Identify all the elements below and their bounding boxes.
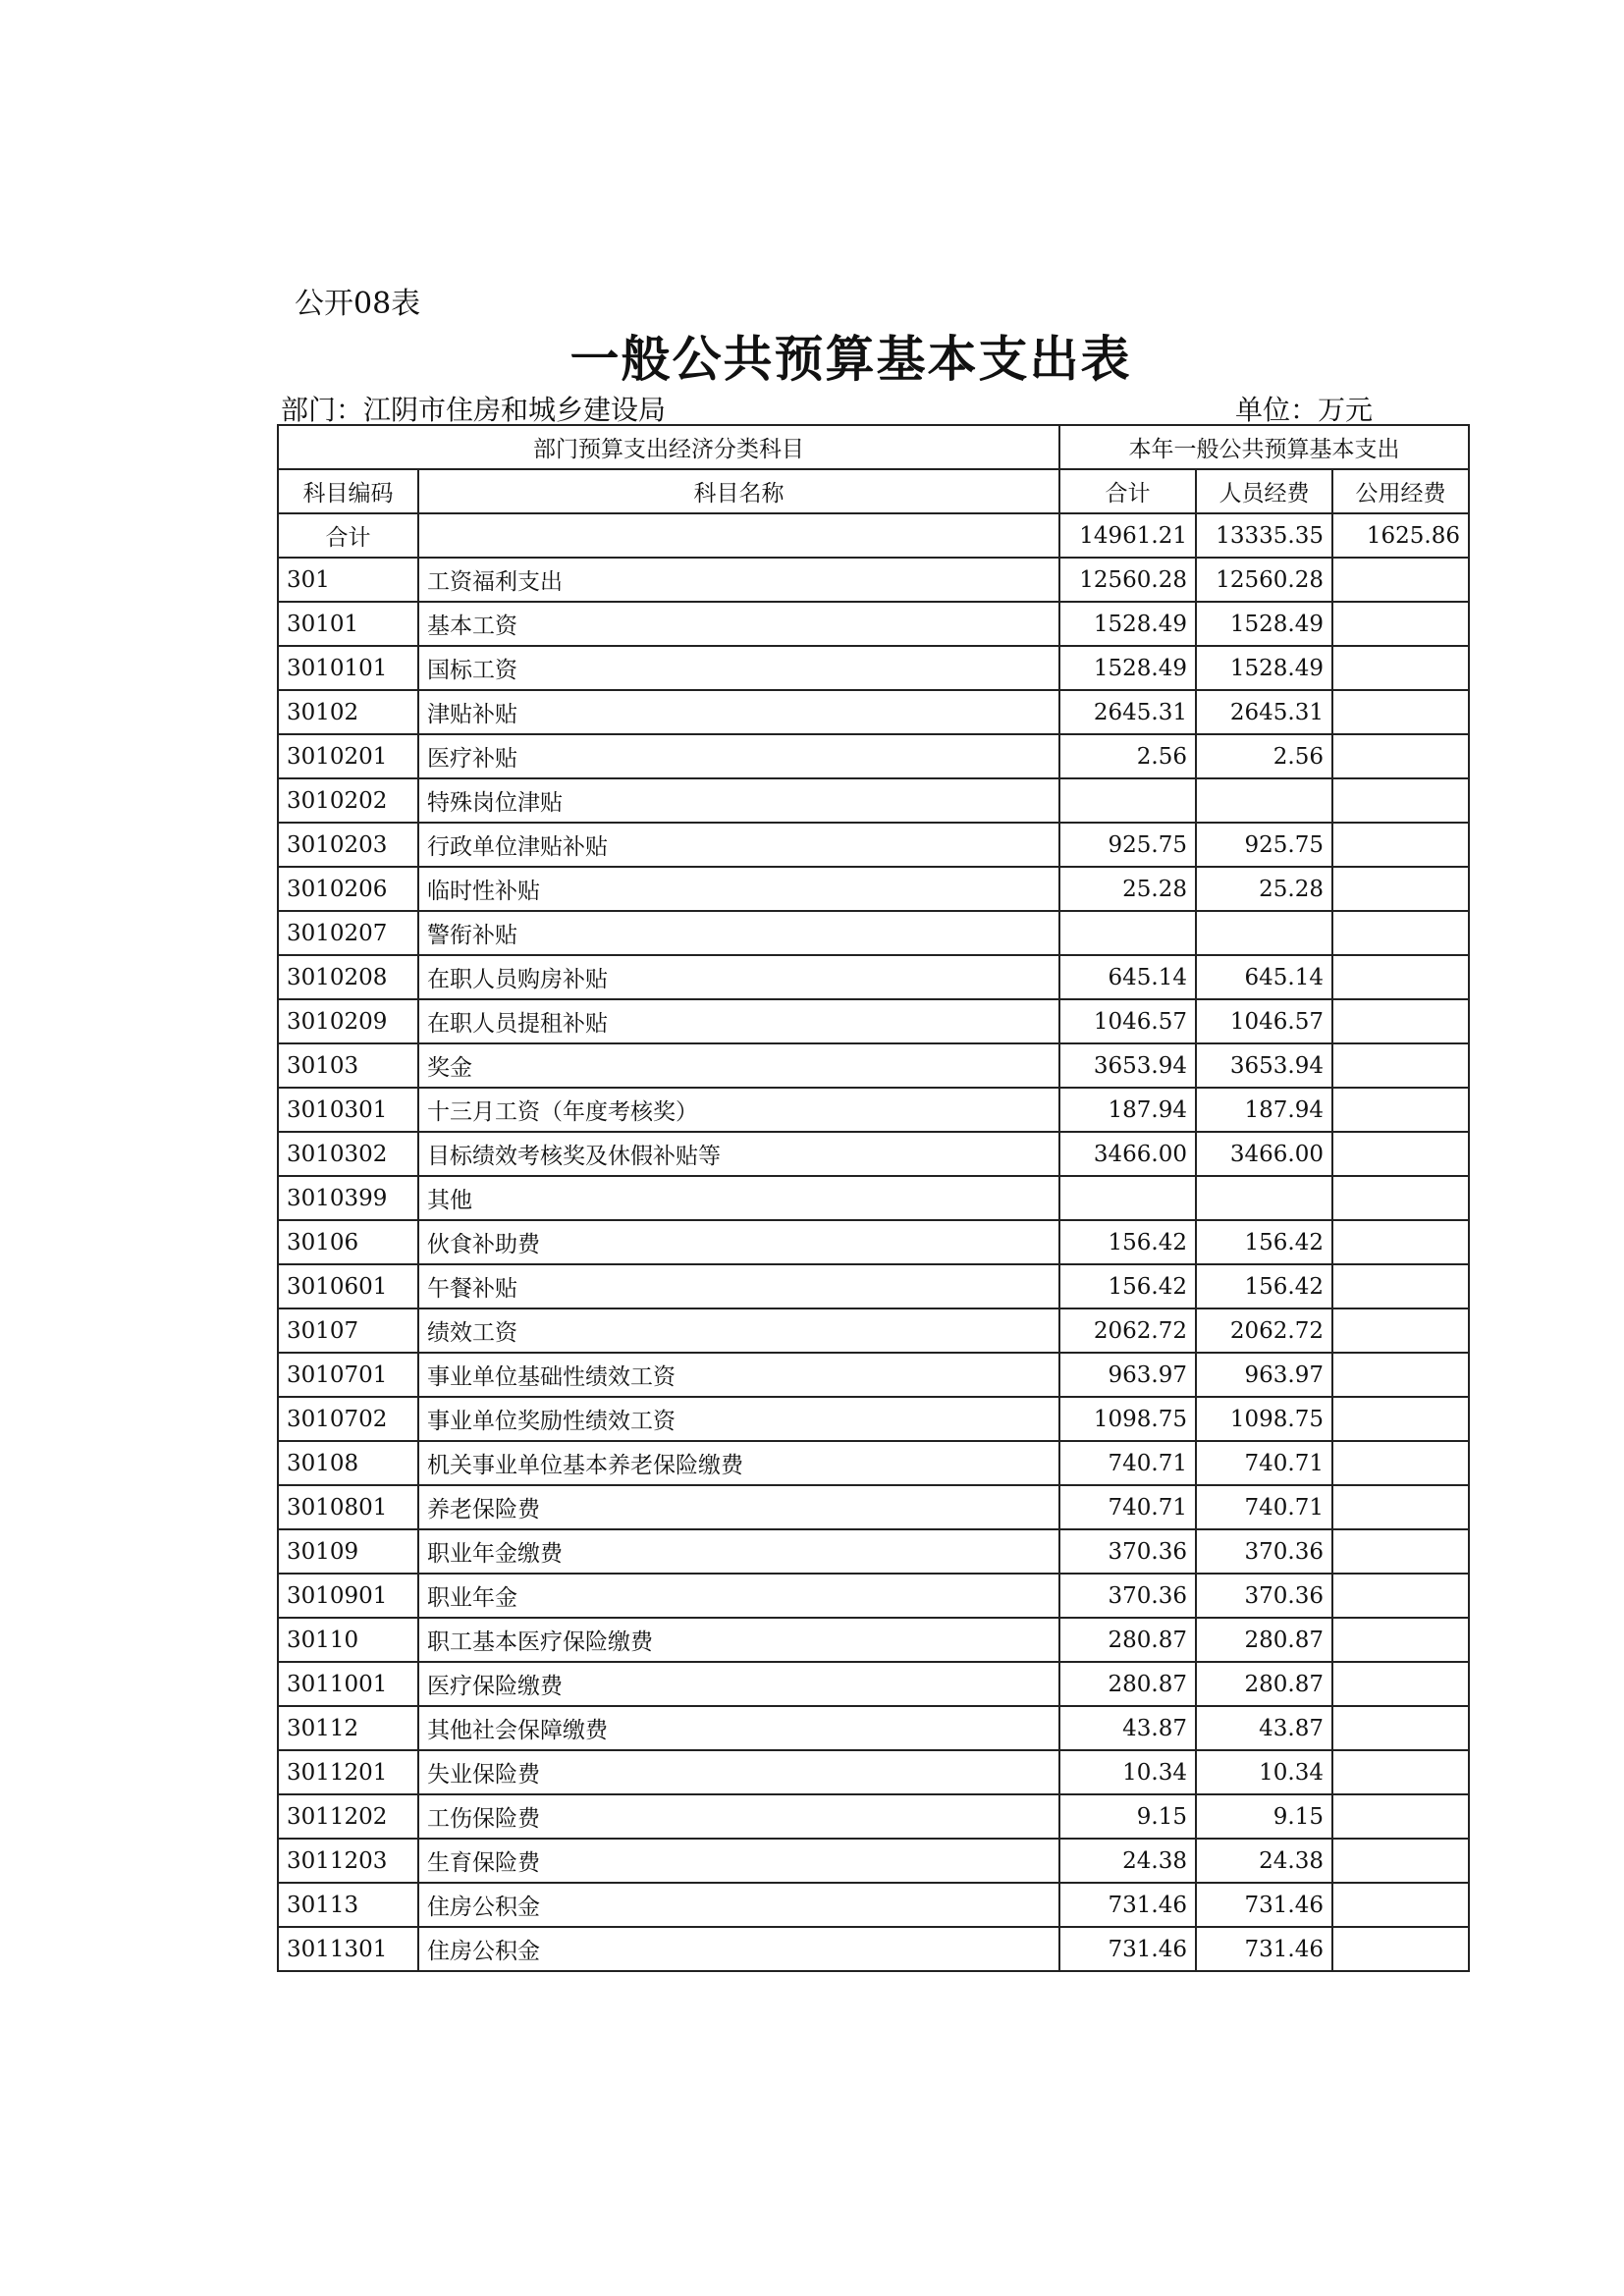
cell-public-cost: [1332, 690, 1469, 734]
cell-public-cost: [1332, 1485, 1469, 1529]
table-row: [278, 1927, 1469, 1971]
cell-public-cost: [1332, 1750, 1469, 1794]
cell-public-cost: [1332, 646, 1469, 690]
table-row: [278, 1220, 1469, 1264]
cell-total: 2645.31: [1059, 690, 1196, 734]
table-row: [278, 1176, 1469, 1220]
cell-personnel-cost: [1196, 778, 1332, 823]
table-row: [278, 734, 1469, 778]
cell-subject-code: 3010701: [278, 1353, 418, 1397]
cell-public-cost: [1332, 1662, 1469, 1706]
cell-public-cost: [1332, 1794, 1469, 1839]
table-row: [278, 955, 1469, 999]
header-basic-expenditure: 本年一般公共预算基本支出: [1059, 425, 1469, 469]
department-label: 部门：江阴市住房和城乡建设局: [281, 394, 667, 426]
cell-subject-code: 3010207: [278, 911, 418, 955]
cell-personnel-cost: 370.36: [1196, 1574, 1332, 1618]
cell-subject-code: 30106: [278, 1220, 418, 1264]
cell-total: 280.87: [1059, 1662, 1196, 1706]
cell-subject-name: 行政单位津贴补贴: [418, 823, 1059, 867]
cell-total: 43.87: [1059, 1706, 1196, 1750]
cell-subject-code: 3011001: [278, 1662, 418, 1706]
cell-total: 187.94: [1059, 1088, 1196, 1132]
cell-subject-code: 3011301: [278, 1927, 418, 1971]
cell-public-cost: [1332, 558, 1469, 602]
cell-public-cost: [1332, 999, 1469, 1043]
cell-public-cost: [1332, 1397, 1469, 1441]
cell-personnel-cost: 280.87: [1196, 1618, 1332, 1662]
cell-personnel-cost: 370.36: [1196, 1529, 1332, 1574]
cell-subject-code: 3010399: [278, 1176, 418, 1220]
cell-total: 12560.28: [1059, 558, 1196, 602]
cell-public-cost: [1332, 1132, 1469, 1176]
cell-total: 10.34: [1059, 1750, 1196, 1794]
cell-personnel-cost: 10.34: [1196, 1750, 1332, 1794]
cell-subject-code: 30103: [278, 1043, 418, 1088]
cell-subject-code: 30112: [278, 1706, 418, 1750]
cell-personnel-cost: 2.56: [1196, 734, 1332, 778]
cell-subject-code: 3010101: [278, 646, 418, 690]
table-row: [278, 1132, 1469, 1176]
cell-personnel-cost: 740.71: [1196, 1485, 1332, 1529]
cell-total: 3653.94: [1059, 1043, 1196, 1088]
cell-personnel-cost: 2062.72: [1196, 1308, 1332, 1353]
table-row: [278, 1662, 1469, 1706]
total-row-personnel: 13335.35: [1196, 513, 1332, 558]
cell-total: 156.42: [1059, 1264, 1196, 1308]
cell-subject-name: 十三月工资（年度考核奖）: [418, 1088, 1059, 1132]
table-row: [278, 558, 1469, 602]
cell-public-cost: [1332, 1353, 1469, 1397]
cell-total: 156.42: [1059, 1220, 1196, 1264]
total-row-name: [418, 513, 1059, 558]
cell-total: 740.71: [1059, 1485, 1196, 1529]
cell-public-cost: [1332, 1176, 1469, 1220]
cell-subject-name: 住房公积金: [418, 1927, 1059, 1971]
cell-personnel-cost: 9.15: [1196, 1794, 1332, 1839]
cell-public-cost: [1332, 823, 1469, 867]
budget-table: [277, 424, 1470, 1972]
cell-subject-code: 3010209: [278, 999, 418, 1043]
cell-subject-name: 国标工资: [418, 646, 1059, 690]
cell-subject-name: 医疗保险缴费: [418, 1662, 1059, 1706]
table-row: [278, 867, 1469, 911]
cell-total: 645.14: [1059, 955, 1196, 999]
cell-total: [1059, 778, 1196, 823]
page-title: 一般公共预算基本支出表: [569, 331, 1132, 388]
cell-subject-name: 基本工资: [418, 602, 1059, 646]
total-row-code: 合计: [278, 513, 418, 558]
table-row: [278, 1883, 1469, 1927]
header-subject-code: 科目编码: [278, 469, 418, 513]
cell-subject-code: 3010901: [278, 1574, 418, 1618]
cell-subject-name: 职业年金缴费: [418, 1529, 1059, 1574]
cell-subject-name: 住房公积金: [418, 1883, 1059, 1927]
cell-personnel-cost: 1528.49: [1196, 646, 1332, 690]
cell-personnel-cost: 3466.00: [1196, 1132, 1332, 1176]
cell-total: 2062.72: [1059, 1308, 1196, 1353]
cell-public-cost: [1332, 778, 1469, 823]
cell-personnel-cost: 24.38: [1196, 1839, 1332, 1883]
cell-personnel-cost: 156.42: [1196, 1220, 1332, 1264]
cell-personnel-cost: 1528.49: [1196, 602, 1332, 646]
cell-total: [1059, 1176, 1196, 1220]
header-total: 合计: [1059, 469, 1196, 513]
cell-subject-name: 特殊岗位津贴: [418, 778, 1059, 823]
cell-personnel-cost: 731.46: [1196, 1927, 1332, 1971]
cell-public-cost: [1332, 1839, 1469, 1883]
cell-subject-name: 在职人员提租补贴: [418, 999, 1059, 1043]
table-row: [278, 823, 1469, 867]
cell-subject-code: 3010202: [278, 778, 418, 823]
table-row: [278, 1706, 1469, 1750]
cell-subject-name: 目标绩效考核奖及休假补贴等: [418, 1132, 1059, 1176]
cell-subject-name: 机关事业单位基本养老保险缴费: [418, 1441, 1059, 1485]
table-row: [278, 602, 1469, 646]
cell-personnel-cost: 925.75: [1196, 823, 1332, 867]
table-row: [278, 646, 1469, 690]
table-row: [278, 778, 1469, 823]
cell-subject-code: 3010301: [278, 1088, 418, 1132]
cell-total: 280.87: [1059, 1618, 1196, 1662]
cell-subject-name: 工资福利支出: [418, 558, 1059, 602]
cell-subject-code: 3010206: [278, 867, 418, 911]
table-row: [278, 1441, 1469, 1485]
table-row: [278, 911, 1469, 955]
cell-total: 925.75: [1059, 823, 1196, 867]
cell-subject-name: 生育保险费: [418, 1839, 1059, 1883]
cell-total: 731.46: [1059, 1927, 1196, 1971]
cell-personnel-cost: 187.94: [1196, 1088, 1332, 1132]
cell-subject-code: 3010601: [278, 1264, 418, 1308]
cell-total: 24.38: [1059, 1839, 1196, 1883]
cell-public-cost: [1332, 1883, 1469, 1927]
table-row: [278, 1485, 1469, 1529]
cell-total: 1528.49: [1059, 646, 1196, 690]
cell-subject-name: 其他社会保障缴费: [418, 1706, 1059, 1750]
cell-public-cost: [1332, 1043, 1469, 1088]
cell-subject-code: 30113: [278, 1883, 418, 1927]
header-economic-classification: 部门预算支出经济分类科目: [278, 425, 1059, 469]
cell-public-cost: [1332, 911, 1469, 955]
cell-subject-code: 3011203: [278, 1839, 418, 1883]
cell-total: 25.28: [1059, 867, 1196, 911]
cell-subject-code: 3011202: [278, 1794, 418, 1839]
cell-subject-code: 30109: [278, 1529, 418, 1574]
header-subject-name: 科目名称: [418, 469, 1059, 513]
cell-personnel-cost: 280.87: [1196, 1662, 1332, 1706]
table-row: [278, 1618, 1469, 1662]
cell-subject-name: 职工基本医疗保险缴费: [418, 1618, 1059, 1662]
cell-total: 3466.00: [1059, 1132, 1196, 1176]
table-header: [278, 425, 1469, 513]
cell-subject-code: 3010203: [278, 823, 418, 867]
cell-public-cost: [1332, 734, 1469, 778]
cell-subject-code: 3010302: [278, 1132, 418, 1176]
cell-subject-code: 3011201: [278, 1750, 418, 1794]
cell-subject-code: 30107: [278, 1308, 418, 1353]
table-row: [278, 1088, 1469, 1132]
cell-subject-code: 3010208: [278, 955, 418, 999]
cell-public-cost: [1332, 1220, 1469, 1264]
cell-subject-name: 失业保险费: [418, 1750, 1059, 1794]
cell-public-cost: [1332, 1618, 1469, 1662]
cell-public-cost: [1332, 1574, 1469, 1618]
cell-total: [1059, 911, 1196, 955]
cell-total: 963.97: [1059, 1353, 1196, 1397]
cell-total: 740.71: [1059, 1441, 1196, 1485]
cell-personnel-cost: 740.71: [1196, 1441, 1332, 1485]
cell-personnel-cost: 25.28: [1196, 867, 1332, 911]
cell-public-cost: [1332, 1088, 1469, 1132]
header-group-row: [278, 425, 1469, 469]
cell-personnel-cost: 12560.28: [1196, 558, 1332, 602]
cell-personnel-cost: [1196, 911, 1332, 955]
cell-total: 370.36: [1059, 1574, 1196, 1618]
cell-subject-code: 3010702: [278, 1397, 418, 1441]
cell-subject-name: 在职人员购房补贴: [418, 955, 1059, 999]
cell-subject-code: 301: [278, 558, 418, 602]
cell-subject-code: 30110: [278, 1618, 418, 1662]
cell-total: 1528.49: [1059, 602, 1196, 646]
table-row: [278, 1839, 1469, 1883]
cell-subject-name: 午餐补贴: [418, 1264, 1059, 1308]
cell-personnel-cost: 156.42: [1196, 1264, 1332, 1308]
cell-subject-name: 伙食补助费: [418, 1220, 1059, 1264]
cell-subject-code: 30108: [278, 1441, 418, 1485]
cell-public-cost: [1332, 1308, 1469, 1353]
cell-total: 9.15: [1059, 1794, 1196, 1839]
cell-public-cost: [1332, 1264, 1469, 1308]
cell-total: 2.56: [1059, 734, 1196, 778]
cell-subject-name: 事业单位基础性绩效工资: [418, 1353, 1059, 1397]
total-row: [278, 513, 1469, 558]
table-row: [278, 1529, 1469, 1574]
table-row: [278, 1264, 1469, 1308]
header-public-cost: 公用经费: [1332, 469, 1469, 513]
cell-personnel-cost: 963.97: [1196, 1353, 1332, 1397]
cell-personnel-cost: 1098.75: [1196, 1397, 1332, 1441]
form-number-label: 公开08表: [295, 287, 421, 321]
cell-public-cost: [1332, 1529, 1469, 1574]
table-row: [278, 1397, 1469, 1441]
cell-personnel-cost: 2645.31: [1196, 690, 1332, 734]
cell-subject-code: 3010201: [278, 734, 418, 778]
cell-subject-name: 职业年金: [418, 1574, 1059, 1618]
total-row-total: 14961.21: [1059, 513, 1196, 558]
cell-public-cost: [1332, 1927, 1469, 1971]
cell-subject-name: 津贴补贴: [418, 690, 1059, 734]
cell-subject-name: 工伤保险费: [418, 1794, 1059, 1839]
cell-public-cost: [1332, 955, 1469, 999]
cell-subject-name: 临时性补贴: [418, 867, 1059, 911]
cell-personnel-cost: 43.87: [1196, 1706, 1332, 1750]
table-body: [278, 513, 1469, 1971]
cell-total: 1046.57: [1059, 999, 1196, 1043]
table-row: [278, 1574, 1469, 1618]
cell-subject-name: 事业单位奖励性绩效工资: [418, 1397, 1059, 1441]
table-row: [278, 1353, 1469, 1397]
total-row-public: 1625.86: [1332, 513, 1469, 558]
cell-total: 1098.75: [1059, 1397, 1196, 1441]
table-row: [278, 1308, 1469, 1353]
cell-subject-name: 警衔补贴: [418, 911, 1059, 955]
cell-subject-name: 医疗补贴: [418, 734, 1059, 778]
cell-subject-name: 绩效工资: [418, 1308, 1059, 1353]
table-row: [278, 690, 1469, 734]
header-column-row: [278, 469, 1469, 513]
header-personnel-cost: 人员经费: [1196, 469, 1332, 513]
cell-subject-name: 其他: [418, 1176, 1059, 1220]
cell-personnel-cost: 731.46: [1196, 1883, 1332, 1927]
cell-subject-code: 30101: [278, 602, 418, 646]
cell-public-cost: [1332, 602, 1469, 646]
cell-total: 370.36: [1059, 1529, 1196, 1574]
table-row: [278, 1750, 1469, 1794]
cell-personnel-cost: 1046.57: [1196, 999, 1332, 1043]
cell-public-cost: [1332, 1441, 1469, 1485]
cell-total: 731.46: [1059, 1883, 1196, 1927]
cell-subject-code: 30102: [278, 690, 418, 734]
table-row: [278, 1794, 1469, 1839]
cell-subject-code: 3010801: [278, 1485, 418, 1529]
table-row: [278, 1043, 1469, 1088]
cell-personnel-cost: [1196, 1176, 1332, 1220]
cell-personnel-cost: 3653.94: [1196, 1043, 1332, 1088]
cell-public-cost: [1332, 867, 1469, 911]
cell-personnel-cost: 645.14: [1196, 955, 1332, 999]
unit-label: 单位：万元: [1235, 394, 1374, 426]
cell-subject-name: 奖金: [418, 1043, 1059, 1088]
cell-public-cost: [1332, 1706, 1469, 1750]
cell-subject-name: 养老保险费: [418, 1485, 1059, 1529]
table-row: [278, 999, 1469, 1043]
